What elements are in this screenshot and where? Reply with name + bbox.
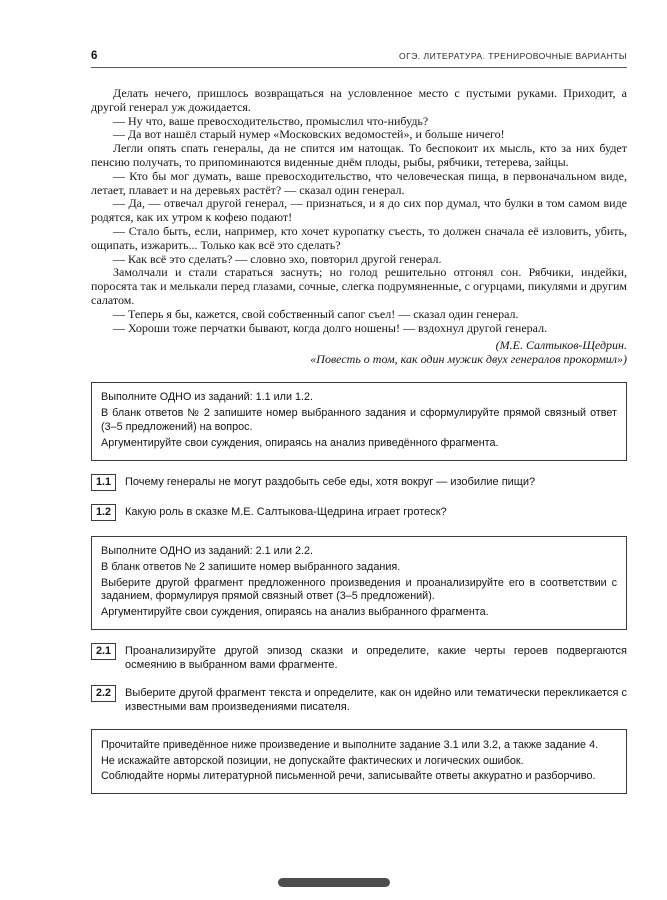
passage-paragraph: Замолчали и стали стараться заснуть; но голод решительно отгонял сон. Рябчики, индейки, поросята так и мелькали перед глазами, сочные, слегка подрумяненные, с огурцами, пикулями и другим салатом.	[91, 265, 627, 307]
passage-paragraph: — Теперь я бы, кажется, свой собственный сапог съел! — сказал один генерал.	[113, 306, 519, 321]
passage-paragraph: — Как всё это сделать? — словно эхо, повторил другой генерал.	[113, 251, 442, 266]
passage-paragraph: — Да вот нашёл старый нумер «Московских ведомостей», и больше ничего!	[113, 127, 505, 142]
page-header	[91, 50, 627, 67]
task-2-2	[91, 685, 627, 714]
instruction-line: Выполните ОДНО из заданий: 1.1 или 1.2.	[101, 391, 314, 404]
task-number-badge: 1.1	[91, 474, 116, 491]
task-text: Почему генералы не могут раздобыть себе еды, хотя вокруг — изобилие пищи?	[125, 475, 536, 488]
task-number-badge: 2.2	[91, 685, 116, 702]
instruction-line: В бланк ответов № 2 запишите номер выбранного задания.	[101, 560, 401, 573]
page-number: 6	[91, 50, 98, 62]
passage-paragraph: Легли опять спать генералы, да не спится им натощак. То беспокоит их мысль, кто за них будет пенсию получать, то припоминаются виденные днём плоды, рыбы, рябчики, тетерева, зайцы.	[91, 141, 627, 169]
task-number-badge: 1.2	[91, 504, 116, 521]
attribution-work-title: «Повесть о том, как один мужик двух генералов прокормил»)	[310, 352, 627, 367]
instruction-line: Соблюдайте нормы литературной письменной речи, записывайте ответы аккуратно и разборчиво.	[101, 770, 596, 783]
instruction-box-2	[91, 536, 627, 631]
instruction-line: Выберите другой фрагмент предложенного произведения и проанализируйте его в соответствии с заданием, формулируя прямой связный ответ (3–5 предложений).	[101, 576, 617, 603]
task-1-2	[91, 504, 627, 521]
literary-passage	[91, 87, 627, 367]
passage-paragraph: Делать нечего, пришлось возвращаться на условленное место с пустыми руками. Приходит, а другой генерал уж дожидается.	[91, 86, 627, 114]
exam-page	[91, 50, 627, 798]
instruction-line: Аргументируйте свои суждения, опираясь на анализ приведённого фрагмента.	[101, 436, 499, 449]
passage-paragraph: — Кто бы мог думать, ваше превосходительство, что человеческая пища, в первоначальном виде, летает, плавает и на деревьях растёт? — сказал один генерал.	[91, 168, 627, 197]
instruction-line: Аргументируйте свои суждения, опираясь на анализ выбранного фрагмента.	[101, 606, 489, 619]
passage-paragraph: — Ну что, ваше превосходительство, промыслил что-нибудь?	[113, 113, 429, 128]
passage-paragraph: — Да, — отвечал другой генерал, — признаться, и я до сих пор думал, что булки в том самом виде родятся, как их утром к кофею подают!	[91, 196, 627, 225]
attribution-author: (М.Е. Салтыков-Щедрин.	[495, 338, 627, 353]
instruction-box-1	[91, 382, 627, 461]
passage-paragraph: — Хороши тоже перчатки бывают, когда долго ношены! — вздохнул другой генерал.	[113, 320, 548, 335]
task-number-badge: 2.1	[91, 643, 116, 660]
instruction-line: Выполните ОДНО из заданий: 2.1 или 2.2.	[101, 545, 314, 558]
task-text: Проанализируйте другой эпизод сказки и определите, какие черты героев подвергаются осмеянию в выбранном вами фрагменте.	[125, 645, 627, 672]
passage-paragraph: — Стало быть, если, например, кто хочет куропатку съесть, то должен сначала её изловить, убить, ощипать, изжарить... Только как всё это сделать?	[91, 223, 627, 252]
scroll-indicator[interactable]	[278, 878, 390, 887]
instruction-line: Не искажайте авторской позиции, не допускайте фактических и логических ошибок.	[101, 754, 524, 767]
task-2-1	[91, 643, 627, 672]
task-1-1	[91, 474, 627, 491]
instruction-box-3	[91, 729, 627, 794]
header-divider	[91, 67, 627, 68]
instruction-line: Прочитайте приведённое ниже произведение и выполните задание 3.1 или 3.2, а также задание 4.	[101, 738, 599, 751]
running-head-title: ОГЭ. ЛИТЕРАТУРА. ТРЕНИРОВОЧНЫЕ ВАРИАНТЫ	[398, 51, 627, 61]
task-text: Выберите другой фрагмент текста и определите, как он идейно или тематически перекликается с известными вам произведениями писателя.	[125, 687, 627, 714]
task-text: Какую роль в сказке М.Е. Салтыкова-Щедрина играет гротеск?	[125, 505, 447, 518]
instruction-line: В бланк ответов № 2 запишите номер выбранного задания и сформулируйте прямой связный ответ (3–5 предложений) на вопрос.	[101, 407, 617, 433]
